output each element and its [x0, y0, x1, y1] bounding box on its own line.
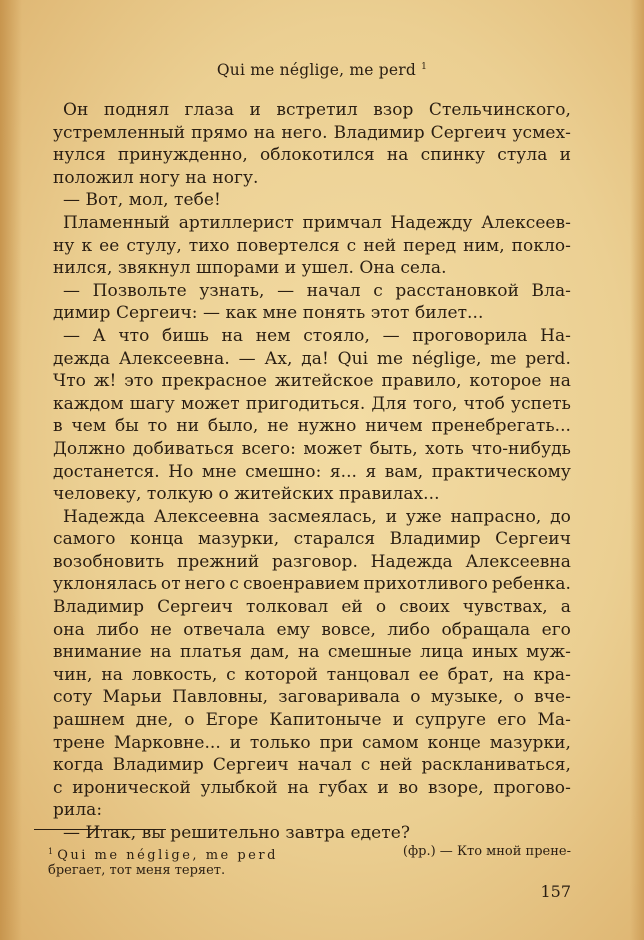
text-line: каждом шагу может пригодиться. Для того, чтоб успеть [53, 393, 571, 414]
text-line: соту Марьи Павловны, заговаривала о музыке, о вче- [53, 687, 571, 708]
text-line: с иронической улыбкой на губах и во взоре, прогово- [53, 777, 571, 798]
footnote [48, 842, 571, 880]
text-line: нился, звякнул шпорами и ушел. Она села. [53, 258, 447, 279]
text-line: внимание на платья дам, на смешные лица иных муж- [53, 642, 571, 663]
running-header [0, 61, 644, 79]
text-line: она либо не отвечала ему вовсе, либо обращала его [53, 619, 571, 640]
running-header-title: Qui me néglige, me perd [216, 61, 417, 79]
text-line: возобновить прежний разговор. Надежда Алексеевна [53, 551, 571, 572]
text-line: Должно добиваться всего: может быть, хоть что-нибудь [53, 438, 571, 459]
text-line: когда Владимир Сергеич начал с ней раскланиваться, [53, 755, 571, 776]
text-line: трене Марковне... и только при самом конце мазурки, [53, 732, 571, 753]
text-line: — Позвольте узнать, — начал с расстановкой Вла- [63, 280, 571, 301]
text-line: Надежда Алексеевна засмеялась, и уже напрасно, до [63, 506, 571, 527]
text-line: человеку, толкую о житейских правилах... [53, 484, 440, 505]
text-line: Владимир Сергеич толковал ей о своих чувствах, а [53, 597, 571, 618]
text-line: нулся принужденно, облокотился на спинку стула и [53, 145, 571, 166]
text-line: достанется. Но мне смешно: я... я вам, практическому [53, 461, 571, 482]
footnote-marker: 1 [421, 62, 428, 72]
footnote-phrase [48, 842, 278, 861]
text-line: рила: [53, 800, 103, 821]
text-line: устремленный прямо на него. Владимир Сергеич усмех- [53, 122, 571, 143]
text-line: Он поднял глаза и встретил взор Стельчинского, [63, 100, 571, 120]
text-line: рашнем дне, о Егоре Капитоныче и супруге его Ма- [53, 710, 571, 731]
text-line: положил ногу на ногу. [53, 167, 259, 188]
footnote-term: Qui me néglige, me perd [57, 848, 278, 863]
text-line: дежда Алексеевна. — Ах, да! Qui me néglige, me perd. [53, 348, 571, 369]
text-line: — А что бишь на нем стояло, — проговорила На- [63, 325, 571, 346]
text-line: — Вот, мол, тебе! [63, 190, 221, 211]
footnote-line: брегает, тот меня теряет. [48, 863, 226, 878]
text-line: чин, на ловкость, с которой танцовал ее брат, на кра- [53, 664, 571, 685]
text-line: Что ж! это прекрасное житейское правило, которое на [53, 371, 571, 392]
text-line: уклонялась от него с своенравием прихотливого ребенка. [53, 574, 571, 595]
footnote-line [48, 842, 571, 861]
text-line: ну к ее стулу, тихо повертелся с ней перед ним, покло- [53, 235, 571, 256]
footnote-translation: (фр.) — Кто мной прене- [402, 844, 571, 859]
page-number: 157 [540, 882, 571, 901]
text-line: самого конца мазурки, старался Владимир Сергеич [53, 529, 571, 550]
body-text [53, 99, 571, 845]
footnote-divider [34, 829, 166, 830]
text-line: — Итак, вы решительно завтра едете? [63, 823, 410, 843]
text-line: димир Сергеич: — как мне понять этот билет... [53, 303, 484, 324]
footnote-mark: 1 [48, 847, 54, 856]
text-line: Пламенный артиллерист примчал Надежду Алексеев- [63, 212, 571, 233]
text-line: в чем бы то ни было, не нужно ничем пренебрегать... [53, 416, 571, 437]
